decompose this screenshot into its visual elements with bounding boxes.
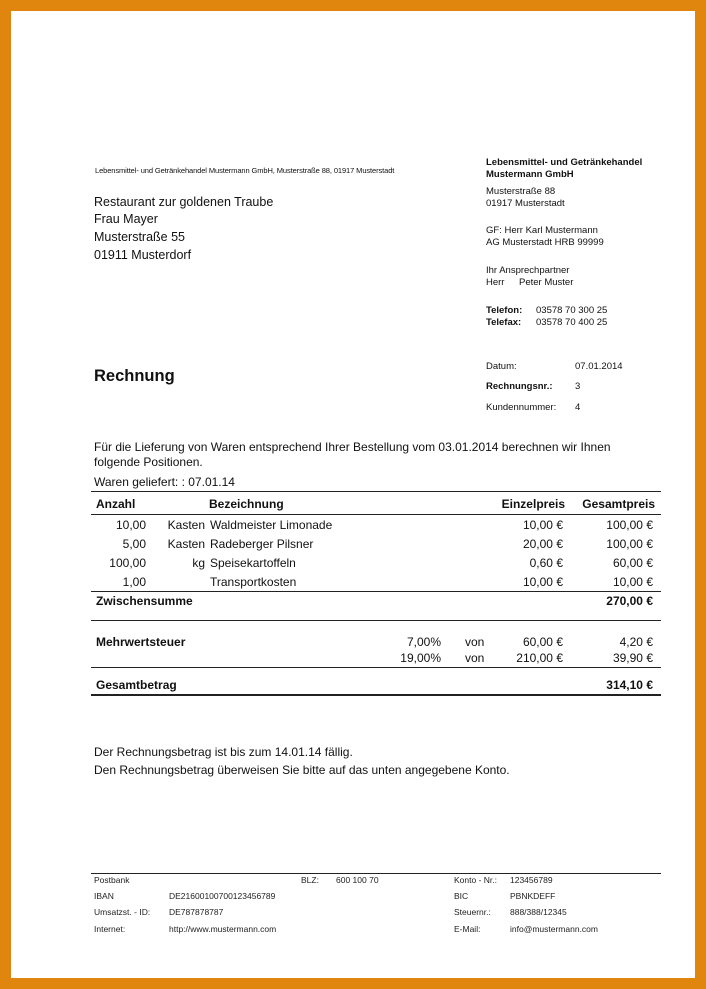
contact-name: Peter Muster [519,277,574,288]
footer-rule [91,873,661,874]
phone-label: Telefon: [486,305,523,316]
row-unit-price: 0,60 € [529,556,563,570]
row-unit-price: 10,00 € [522,518,563,532]
vat-von: von [465,651,485,665]
vat-top-rule [91,620,661,621]
company-name-line2: Mustermann GmbH [486,169,574,180]
footer-ust: DE787878787 [169,907,224,917]
payment-instruction: Den Rechnungsbetrag überweisen Sie bitte auf das unten angegebene Konto. [94,763,510,777]
vat-amount: 4,20 € [619,635,653,649]
vat-rate: 7,00% [406,635,441,649]
delivery-date: Waren geliefert: : 07.01.14 [94,475,235,489]
recipient-line2: Frau Mayer [94,212,158,226]
row-unit: kg [192,556,205,570]
phone-value: 03578 70 300 25 [536,305,608,316]
vat-label: Mehrwertsteuer [96,635,186,649]
fax-value: 03578 70 400 25 [536,317,608,328]
company-name-line1: Lebensmittel- und Getränkehandel [486,157,643,168]
row-total: 10,00 € [612,575,653,589]
invoice-number-value: 3 [575,381,581,392]
subtotal-value: 270,00 € [606,594,653,608]
footer-email-label: E-Mail: [454,924,481,934]
row-total: 100,00 € [606,537,653,551]
contact-salutation: Herr [486,277,505,288]
row-unit: Kasten [167,537,205,551]
row-description: Transportkosten [210,575,297,589]
footer-steuer: 888/388/12345 [510,907,567,917]
row-qty: 100,00 [109,556,146,570]
footer-internet: http://www.mustermann.com [169,924,277,934]
vat-von: von [465,635,485,649]
company-gf: GF: Herr Karl Mustermann [486,225,598,236]
sender-line: Lebensmittel- und Getränkehandel Mustermann GmbH, Musterstraße 88, 01917 Musterstadt [95,166,395,175]
vat-base: 210,00 € [516,651,563,665]
footer-konto-label: Konto - Nr.: [454,875,497,885]
footer-konto: 123456789 [510,875,553,885]
company-street: Musterstraße 88 [486,186,556,197]
intro-line1: Für die Lieferung von Waren entsprechend Ihrer Bestellung vom 03.01.2014 berechnen wir Ihnen [94,440,611,454]
vat-rate: 19,00% [400,651,441,665]
payment-due: Der Rechnungsbetrag ist bis zum 14.01.14 fällig. [94,745,353,759]
row-description: Radeberger Pilsner [210,537,314,551]
header-description: Bezeichnung [209,497,284,511]
total-top-rule [91,667,661,668]
footer-email: info@mustermann.com [510,924,598,934]
header-qty: Anzahl [96,497,136,511]
date-value: 07.01.2014 [575,361,623,372]
subtotal-label: Zwischensumme [96,594,193,608]
row-unit: Kasten [167,518,205,532]
footer-iban: DE21600100700123456789 [169,891,276,901]
company-city: 01917 Musterstadt [486,198,565,209]
row-qty: 10,00 [115,518,146,532]
customer-number-label: Kundennummer: [486,402,557,413]
footer-bic: PBNKDEFF [510,891,556,901]
footer-ust-label: Umsatzst. - ID: [94,907,151,917]
recipient-line1: Restaurant zur goldenen Traube [94,195,274,209]
row-description: Waldmeister Limonade [210,518,333,532]
header-total-price: Gesamtpreis [582,497,655,511]
recipient-line3: Musterstraße 55 [94,230,186,244]
date-label: Datum: [486,361,517,372]
table-header-rule [91,514,661,515]
footer-bic-label: BIC [454,891,469,901]
vat-amount: 39,90 € [612,651,653,665]
company-register: AG Musterstadt HRB 99999 [486,237,604,248]
row-description: Speisekartoffeln [210,556,296,570]
document-title: Rechnung [94,367,175,385]
customer-number-value: 4 [575,402,581,413]
fax-label: Telefax: [486,317,522,328]
footer-blz: 600 100 70 [336,875,379,885]
footer-steuer-label: Steuernr.: [454,907,491,917]
total-label: Gesamtbetrag [96,678,177,692]
header-unit-price: Einzelpreis [501,497,565,511]
contact-label: Ihr Ansprechpartner [486,265,570,276]
total-value: 314,10 € [606,678,653,692]
total-bottom-rule [91,694,661,696]
footer-bank: Postbank [94,875,130,885]
intro-line2: folgende Positionen. [94,455,203,469]
row-unit-price: 10,00 € [522,575,563,589]
recipient-line4: 01911 Musterdorf [94,248,192,262]
row-qty: 1,00 [122,575,146,589]
row-unit-price: 20,00 € [522,537,563,551]
subtotal-rule [91,591,661,592]
invoice-number-label: Rechnungsnr.: [486,381,553,392]
vat-base: 60,00 € [522,635,563,649]
row-total: 100,00 € [606,518,653,532]
row-total: 60,00 € [612,556,653,570]
table-top-rule [91,491,661,492]
footer-internet-label: Internet: [94,924,126,934]
footer-blz-label: BLZ: [301,875,319,885]
row-qty: 5,00 [122,537,146,551]
footer-iban-label: IBAN [94,891,114,901]
